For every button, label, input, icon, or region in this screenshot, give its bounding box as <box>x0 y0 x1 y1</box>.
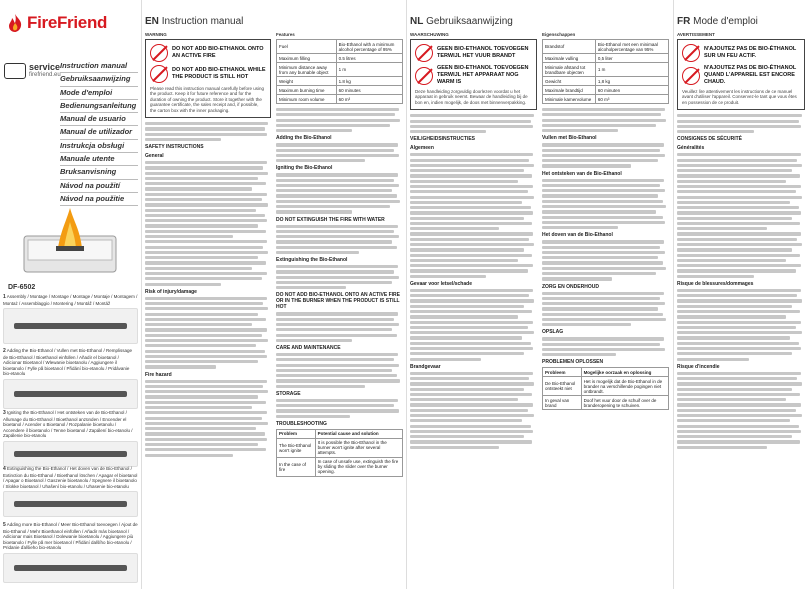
table-header-row <box>277 429 403 438</box>
water-text <box>276 225 403 255</box>
manual-language-list <box>60 60 138 206</box>
step-1 <box>3 294 138 344</box>
table-row <box>543 54 669 63</box>
step-caption: Igniting the Bio-Ethanol / Het ontsteken van de Bio-Ethanol / Allumage du Bio-Ethanol / Bioethanol anzünden / Encender el bioetanol / Acender o Bioetanol / Rozpalanie bioetanolu / Accendere il bioetanolo / Tenne bioetanol / Zapálení bio-etanolu / Zapálenie bio-etanolu <box>3 410 133 438</box>
step-illustration <box>3 441 138 467</box>
igniting-text <box>276 173 403 213</box>
section-heading: Risque d'incendie <box>677 363 720 370</box>
spec-table <box>276 39 403 104</box>
section-heading: DO NOT EXTINGUISH THE FIRE WITH WATER <box>276 216 385 223</box>
spec-value: 1 m <box>336 63 402 77</box>
section-heading: STORAGE <box>276 390 301 397</box>
spec-value: 60 m³ <box>595 95 668 104</box>
spec-key: Minimale afstand tot brandbare objecten <box>543 63 596 77</box>
step-caption: Assembly / Montage / Montage / Montage / Montaje / Montagem / Montaż / Assemblaggio / Montering / Montáž / Montáž <box>3 294 138 306</box>
spec-value: 60 m³ <box>336 95 402 104</box>
spec-value: 1 m <box>595 63 668 77</box>
spec-value: 60 minuten <box>595 86 668 95</box>
spec-key: Maximum burning time <box>277 86 337 95</box>
table-row <box>543 63 669 77</box>
manual-title: Instruction manual <box>60 60 138 73</box>
fr-heading <box>677 16 758 27</box>
intro-paragraph <box>677 114 805 133</box>
attention-text <box>542 108 669 132</box>
storage-text <box>542 337 669 356</box>
manual-title: Gebruiksaanwijzing <box>60 73 138 86</box>
no-pour-hot-icon <box>415 67 433 85</box>
spec-value: 0,5 liter <box>595 54 668 63</box>
safety-heading: CONSIGNES DE SÉCURITÉ <box>677 136 743 143</box>
section-heading: Gevaar voor letsel/schade <box>410 280 472 287</box>
no-pour-hot-icon <box>682 67 700 85</box>
warning-label: WARNING <box>145 32 167 37</box>
step-number: 3 <box>3 410 6 416</box>
service-badge <box>4 62 61 79</box>
step-number: 1 <box>3 294 6 300</box>
troubleshooting-table <box>276 429 403 477</box>
warning-text: GEEN BIO-ETHANOL TOEVOEGEN TERWIJL HET APPARAAT NOG WARM IS <box>437 65 529 85</box>
intro-text: Deze handleiding zorgvuldig doorlezen voordat u het apparaat in gebruik neemt. Bewaar de handleiding bij de bon en, indien mogelijk, de doos met binnenverpakking. <box>415 89 528 105</box>
manual-title: Manual de usuario <box>60 113 138 126</box>
table-row <box>277 95 403 104</box>
spec-key: Gewicht <box>543 77 596 86</box>
lang-title: Instruction manual <box>161 16 244 27</box>
en-column <box>143 0 405 589</box>
section-heading: TROUBLESHOOTING <box>276 420 327 427</box>
warning-label: AVERTISSEMENT <box>677 32 715 37</box>
solution-cell: Doof het vuur door de schuif over de branderopening te schuiven. <box>581 396 668 410</box>
table-row <box>543 86 669 95</box>
no-pour-icon <box>682 44 700 62</box>
warning-box <box>410 39 537 110</box>
safety-text <box>677 153 805 278</box>
problem-cell: In geval van brand <box>543 396 582 410</box>
section-heading: Extinguishing the Bio-Ethanol <box>276 257 348 264</box>
step-2 <box>3 348 138 409</box>
safety-heading: VEILIGHEIDSINSTRUCTIES <box>410 136 476 143</box>
fire-text <box>677 372 805 449</box>
warning-text: DO NOT ADD BIO-ETHANOL ONTO AN ACTIVE FIRE <box>172 46 264 59</box>
table-row <box>277 40 403 54</box>
adding-text <box>542 143 669 167</box>
spec-value: 60 minutes <box>336 86 402 95</box>
spec-key: Maximale brandtijd <box>543 86 596 95</box>
care-text <box>276 353 403 388</box>
fire-text <box>410 372 537 449</box>
extinguish-text <box>276 265 403 289</box>
nl-column <box>408 0 671 589</box>
spec-key: Weight <box>277 77 337 86</box>
table-row <box>277 438 403 457</box>
step-illustration <box>3 491 138 517</box>
cover-column <box>0 0 139 589</box>
problem-cell: In the case of fire <box>277 457 316 476</box>
extinguish-text <box>542 240 669 280</box>
section-heading: Vullen met Bio-Ethanol <box>542 135 597 142</box>
step-illustration <box>3 379 138 409</box>
section-heading: General <box>145 153 164 160</box>
no-pour-icon <box>150 44 168 62</box>
warning-text: DO NOT ADD BIO-ETHANOL WHILE THE PRODUCT IS STILL HOT <box>172 67 266 80</box>
intro-text: Veuillez lire attentivement les instructions de ce manuel avant d'utiliser l'appareil. Conservez-le tant que vous êtes en possession de ce produit. <box>682 89 797 105</box>
spec-key: Brandstof <box>543 40 596 54</box>
igniting-text <box>542 179 669 230</box>
lang-code: NL <box>410 16 424 27</box>
manual-title: Manuale utente <box>60 153 138 166</box>
table-row <box>543 377 669 396</box>
service-icon <box>4 63 26 79</box>
table-header: Probleem <box>543 368 582 377</box>
step-number: 2 <box>3 348 6 354</box>
intro-text: Please read this instruction manual carefully before using the product. Keep it for future reference and for the duration of owning the product. Store it together with the guarantee certificate, the sales receipt and, if possible, the carton box with the inner packaging. <box>150 86 265 113</box>
table-header: Potential cause and solution <box>315 429 402 438</box>
section-heading: Het doven van de Bio-Ethanol <box>542 232 613 239</box>
section-heading: Risque de blessures/dommages <box>677 280 754 287</box>
lang-code: FR <box>677 16 691 27</box>
section-heading: CARE AND MAINTENANCE <box>276 345 341 351</box>
no-pour-hot-icon <box>150 65 168 83</box>
table-row <box>277 77 403 86</box>
problem-cell: De Bio-Ethanol ontsteekt niet <box>543 377 582 396</box>
section-heading: PROBLEMEN OPLOSSEN <box>542 359 604 366</box>
section-heading: DO NOT ADD BIO-ETHANOL ONTO AN ACTIVE FIRE OR IN THE BURNER WHEN THE PRODUCT IS STILL HOT <box>276 292 400 311</box>
warning-text: GEEN BIO-ETHANOL TOEVOEGEN TERWIJL HET VUUR BRANDT <box>437 46 529 59</box>
section-heading: Généralités <box>677 145 705 152</box>
section-heading: OPSLAG <box>542 329 564 336</box>
table-row <box>543 77 669 86</box>
step-illustration <box>3 553 138 583</box>
table-row <box>277 54 403 63</box>
spec-value: Bio-Ethanol with a minimum alcohol percentage of 95% <box>336 40 402 54</box>
step-4 <box>3 466 138 517</box>
en-heading <box>145 16 243 27</box>
service-label: service <box>29 62 61 72</box>
step-number: 5 <box>3 522 6 528</box>
section-heading: Het ontsteken van de Bio-Ethanol <box>542 170 622 177</box>
warning-text: N'AJOUTEZ PAS DE BIO-ÉTHANOL SUR UN FEU ACTIF. <box>704 46 797 59</box>
spec-key: Maximale vulling <box>543 54 596 63</box>
problem-cell: The Bio-Ethanol won't ignite <box>277 438 316 457</box>
table-row <box>277 86 403 95</box>
safety-text <box>145 161 271 286</box>
risk-text <box>145 297 271 369</box>
fr-column <box>675 0 808 589</box>
features-label: Features <box>276 32 295 37</box>
attention-text <box>276 108 403 132</box>
intro-paragraph <box>410 114 537 133</box>
table-header: Problem <box>277 429 316 438</box>
spec-key: Minimum distance away from any burnable object <box>277 63 337 77</box>
risk-text <box>677 289 805 361</box>
table-row <box>277 457 403 476</box>
manual-title: Bedienungsanleitung <box>60 100 138 113</box>
table-row <box>277 63 403 77</box>
risk-text <box>410 289 537 361</box>
product-image <box>6 200 134 280</box>
lang-title: Mode d'emploi <box>693 16 758 27</box>
step-number: 4 <box>3 466 6 472</box>
manual-title: Mode d'emploi <box>60 87 138 100</box>
manual-title: Bruksanvisning <box>60 166 138 179</box>
step-caption: Adding more Bio-Ethanol / Meer Bio-Ethanol toevoegen / Ajout de Bio-Ethanol / Mehr Bioethanol einfüllen / Añadir más bioetanol / Adicionar mais Bioetanol / Dolewanie bioetanolu / Aggiungere più bioetanolo / Fylle på mer bioetanol / Přidání dalšího bio-etanolu / Pridanie ďalšieho bio-etanolu <box>3 522 138 550</box>
refill-text <box>276 312 403 342</box>
step-illustration <box>3 308 138 344</box>
step-5 <box>3 522 138 583</box>
troubleshooting-table <box>542 367 669 410</box>
section-heading: Fire hazard <box>145 371 172 378</box>
spec-key: Minimum room volume <box>277 95 337 104</box>
spec-value: 1.8 kg <box>336 77 402 86</box>
spec-key: Maximum filling <box>277 54 337 63</box>
brand-logo <box>6 13 107 33</box>
section-heading: ZORG EN ONDERHOUD <box>542 283 599 290</box>
warning-text: N'AJOUTEZ PAS DE BIO-ÉTHANOL QUAND L'APPAREIL EST ENCORE CHAUD. <box>704 65 797 85</box>
table-header: Mogelijke oorzaak en oplossing <box>581 368 668 377</box>
section-heading: Risk of injury/damage <box>145 288 197 295</box>
manual-title: Manual de utilizador <box>60 126 138 139</box>
table-row <box>543 95 669 104</box>
spec-table <box>542 39 669 104</box>
table-row <box>543 40 669 54</box>
step-caption: Extinguishing the Bio-Ethanol / Het doven van de Bio-Ethanol / Extinction du Bio-Ethanol / Bioethanol löschen / Apagar el bioetanol / Apagar o Bioetanol / Gaszenie bioetanolu / Spegnere il bioetanolo / Slokke bioetanol / Uhašení bio-etanolu / Uhasenie bio-etanolu <box>3 466 138 489</box>
section-heading: Algemeen <box>410 145 434 152</box>
no-pour-icon <box>415 44 433 62</box>
solution-cell: Het is mogelijk dat de Bio-Ethanol in de brander na verschillende pogingen niet ontbrandt. <box>581 377 668 396</box>
model-number: DF-6502 <box>8 284 36 291</box>
warning-label: WAARSCHUWING <box>410 32 449 37</box>
features-label: Eigenschappen <box>542 32 576 37</box>
manual-title: Instrukcja obsługi <box>60 140 138 153</box>
warning-box <box>145 39 271 118</box>
spec-value: 1,8 kg <box>595 77 668 86</box>
spec-key: Minimale kamervolume <box>543 95 596 104</box>
step-3 <box>3 410 138 467</box>
spec-key: Fuel <box>277 40 337 54</box>
nl-heading <box>410 16 513 27</box>
adding-text <box>276 143 403 162</box>
step-caption: Adding the Bio-Ethanol / Vullen met Bio-Ethanol / Remplissage de Bio-Ethanol / Bioethanol einfüllen / Añadir el bioetanol / Adicionar Bioetanol / Wlewanie bioetanolu / Aggiungere il bioetanolo / Fylle på bioetanol / Přidání bio-etanolu / Pridávanie bio-etanolu <box>3 348 132 376</box>
storage-text <box>276 399 403 418</box>
service-url: firefriend.eu <box>29 72 61 78</box>
warning-box <box>677 39 805 110</box>
spec-value: Bio-Ethanol met een minimaal alcoholpercentage van 95% <box>595 40 668 54</box>
section-heading: Brandgevaar <box>410 363 441 370</box>
manual-title: Návod na použitie <box>60 193 138 206</box>
table-row <box>543 396 669 410</box>
lang-code: EN <box>145 16 159 27</box>
table-header-row <box>543 368 669 377</box>
safety-text <box>410 153 537 278</box>
solution-cell: In case of unsafe use, extinguish the fire by sliding the slider over the burner opening. <box>315 457 402 476</box>
care-text <box>542 292 669 327</box>
manual-title: Návod na použití <box>60 180 138 193</box>
safety-heading: SAFETY INSTRUCTIONS <box>145 144 204 151</box>
section-heading: Igniting the Bio-Ethanol <box>276 165 333 172</box>
intro-paragraph <box>145 122 271 141</box>
fire-text <box>145 380 271 457</box>
brand-name: FireFriend <box>27 13 108 32</box>
flame-icon <box>6 13 24 33</box>
lang-title: Gebruiksaanwijzing <box>426 16 513 27</box>
solution-cell: It is possible the Bio-Ethanol in the burner won't ignite after several attempts. <box>315 438 402 457</box>
spec-value: 0.5 litres <box>336 54 402 63</box>
section-heading: Adding the Bio-Ethanol <box>276 135 332 142</box>
